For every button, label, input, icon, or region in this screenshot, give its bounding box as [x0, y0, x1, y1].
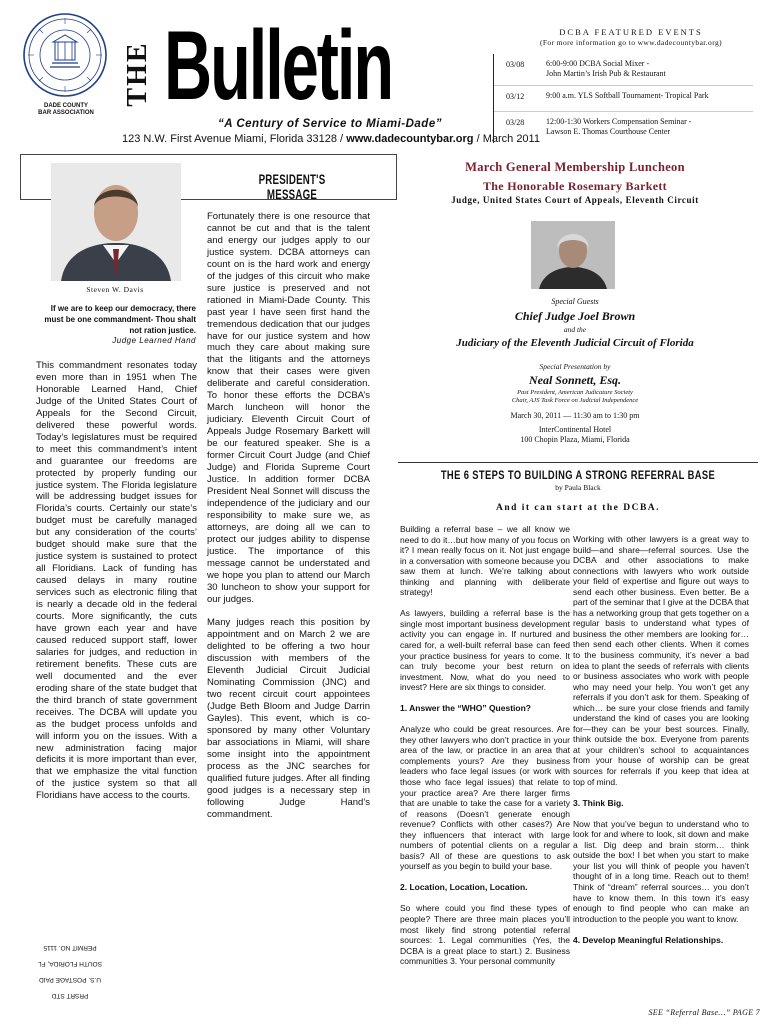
luncheon-title: March General Membership Luncheon: [465, 160, 685, 174]
events-note: (For more information go to www.dadecountybar.org): [539, 38, 723, 47]
event-item: 03/12 9:00 a.m. YLS Softball Tournament- Tropical Park: [494, 86, 753, 112]
president-column-1: [36, 360, 197, 814]
paragraph: Fortunately there is one resource that cannot be cut and that is the talent and energy our judges apply to our justice system. DCBA attorneys can count on is the hard work and energy of the judges of this circuit who make sure justice is preserved and not rationed in Miami-Dade County. This past year I have seen first hand the tremendous dedication that our judges have for our justice system and how much they care about making sure that the litigants and the attorneys know that their cases were given deliberate and careful consideration. To honor these efforts the DCBA’s March luncheon will honor the judiciary. Eleventh Circuit Court of Appeals Judge Rosemary Barkett will be our featured speaker. She is a former Circuit Court Judge (and Chief Judge) and Florida Supreme Court Justice. In addition former DCBA President Neal Sonnet will discuss the independence of the judiciary and our responsibility to make sure we, as attorneys, are doing all we can to protect our judges ability to dispense justice. The importance of this message cannot be understated and we hope you plan to attend our March 30 luncheon to show your support for our judges.: [207, 211, 370, 605]
luncheon-venue-address: 100 Chopin Plaza, Miami, Florida: [520, 435, 630, 444]
presenter-name: Neal Sonnett, Esq.: [528, 373, 621, 387]
masthead-title: Bulletin: [164, 10, 393, 120]
event-item: 03/08 6:00-9:00 DCBA Social Mixer - John Martin’s Irish Pub & Restaurant: [494, 54, 753, 86]
website-link[interactable]: www.dadecountybar.org: [346, 133, 474, 145]
presenter-title: Past President, American Judicature Society: [517, 389, 633, 396]
event-date: 03/12: [506, 92, 525, 101]
event-item: 03/28 12:00-1:30 Workers Compensation Seminar - Lawson E. Thomas Courthouse Center: [506, 117, 692, 136]
presidents-message-title: PRESIDENT'S MESSAGE: [258, 172, 326, 202]
paragraph: Now that you’ve begun to understand who to look for and where to look, sit down and make a list. Dig deep and brain storm… think outside the box! I bet when you start to make your list you will think of people you haven’t thought of in a long time. Reach out to them! Think of “dream” referral sources… you don’t have to know them. In this town it’s easy enough to find people who can make an introduction to the people you want to know.: [573, 818, 749, 924]
referral-kicker: And it can start at the DCBA.: [495, 503, 661, 513]
luncheon-time: March 30, 2011 — 11:30 am to 1:30 pm: [510, 411, 640, 420]
section-heading: 3. Think Big.: [573, 797, 624, 808]
referral-column-2: [573, 534, 749, 956]
referral-column-1: [400, 524, 570, 977]
paragraph: Building a referral base – we all know we need to do it…but how many of you focus on it? I mean really focus on it. Not just engage in a conversation with someone because you saw them at lunch. We’re talking about thinking and planning with deliberate strategy!: [400, 524, 570, 598]
paragraph: Analyze who could be great resources. Are they other lawyers who don’t practice in your area of the law, or practice in an area that complements yours? Are they business leaders who face legal issues (or work with those who face legal issues) that relate to your practice area? Are there larger firms that are unable to take the case for a variety of reasons (Doesn’t generate enough revenue? Conflicts with other cases?) Are they influencers that interact with large numbers of potential clients on a regular basis? All of these are questions to ask yourself as you begin to build your base.: [400, 724, 570, 872]
pull-quote-attribution: Judge Learned Hand: [112, 336, 196, 345]
bar-association-seal: [22, 12, 108, 98]
president-photo: [51, 163, 181, 281]
permit-line: U.S. POSTAGE PAID: [39, 976, 101, 983]
permit-line: PERMIT NO. 1115: [43, 944, 97, 951]
luncheon-venue: InterContinental Hotel: [538, 425, 612, 434]
paragraph: So where could you find these types of people? There are three main places you’ll most likely find strong potential referral sources: 1. Legal communities (Yes, the DCBA is a great place to start.) 2. Business communities 3. Your personal community: [400, 903, 570, 967]
postage-permit: [30, 940, 110, 1014]
masthead-the: THE: [122, 41, 153, 107]
event-date: 03/08: [506, 60, 525, 69]
special-guest-name: Chief Judge Joel Brown: [514, 309, 636, 323]
luncheon-speaker: The Honorable Rosemary Barkett: [483, 179, 667, 193]
seal-caption: DADE COUNTY BAR ASSOCIATION: [38, 103, 94, 116]
paragraph: As lawyers, building a referral base is the single most important business development activity you can engage in. If nurtured and cared for, a well-built referral base can feed your practice business for years to come. It can truly become your best return on investment. Now, what do you need to invest? Here are six things to consider.: [400, 608, 570, 693]
section-heading: 4. Develop Meaningful Relationships.: [573, 934, 724, 945]
president-name: Steven W. Davis: [86, 285, 144, 294]
judiciary-name: Judiciary of the Eleventh Judicial Circuit of Florida: [456, 337, 694, 349]
president-column-2: [207, 211, 370, 833]
presenter-title: Chair, AJS Task Force on Judicial Independence: [511, 397, 639, 404]
referral-byline: by Paula Black: [555, 483, 601, 492]
events-title: DCBA FEATURED EVENTS: [559, 27, 703, 37]
paragraph: This commandment resonates today even more than in 1951 when The Honorable Learned Hand, Chief Judge of the United States Court of Appeals for the Second Circuit, delivered these powerful words. Today’s legislatures must be required to meet this commandment’s intent and guarantee our freedoms are protected by properly funding our justice system. The Florida legislature will be addressing budget issues for Florida’s courts. Certainly our state’s budget must be carefully managed but any consideration of the courts’ budget should make sure that the justice system is sustained to protect all Floridians. Lack of funding has caused delays in many routine services such as electronic filing that is nearly a decade old in the federal courts. More significantly, the cuts have grown each year and have caused reduced support staff, lower salaries for judges, and reduction in retirement benefits. These cuts are well documented and the ever eroding share of the state budget that the third branch of state government receives. The DCBA will update you as the budget process unfolds and will inform you on the issues. With a new administration facing major deficits it is more important than ever, that we emphasize the vital function of the justice system so that all Floridians have access to the courts.: [36, 360, 197, 802]
paragraph: Working with other lawyers is a great way to build—and share—referral sources. Use the DCBA and other associations to make connections with lawyers who work outside your field of expertise and figure out ways to send each other business. Even better. Be a part of the seminar that I give at the DCBA that has a networking group that gets together on a regular basis to understand what types of business the other members are looking for…then send each other clients. When it comes to the business community, it’s never a bad idea to plant the seeds of referrals with clients or business associates who work with people who may need your help. You won’t get any referrals if you don’t ask for them. Speaking of which… be sure your close friends and family understand the kind of cases you are looking for—they can be your best sources. Finally, think outside the box. Everyone from parents at your children’s school to acquaintances from your house of worship can be great sources for referrals if you keep that idea at top of mind.: [573, 534, 749, 787]
and-the-label: and the: [563, 325, 587, 334]
event-date: 03/28: [506, 118, 525, 127]
luncheon-speaker-court: Judge, United States Court of Appeals, Eleventh Circuit: [451, 195, 699, 205]
special-guests-label: Special Guests: [551, 297, 599, 306]
permit-line: SOUTH FLORIDA, FL: [38, 960, 102, 967]
address-line: 123 N.W. First Avenue Miami, Florida 33128 / www.dadecountybar.org / March 2011: [122, 133, 540, 145]
paragraph: Many judges reach this position by appointment and on March 2 we are delighted to be offering a two hour discussion with members of the Eleventh Judicial Circuit Judicial Nominating Commission (JNC) and two recent circuit court appointees (Judge Beth Bloom and Judge Darrin Gayles). This event, which is co-sponsored by many other Voluntary bar associations in Miami, will share some insight into the appointment process as the JNC searches for qualified future judges. After all finding good judges is a necessary step in following Judge Hand’s commandment.: [207, 617, 370, 820]
section-heading: 2. Location, Location, Location.: [400, 882, 528, 893]
events-list: [493, 54, 753, 143]
section-heading: 1. Answer the “WHO” Question?: [400, 703, 531, 714]
pull-quote: If we are to keep our democracy, there must be one commandment- Thou shalt not ration justice.: [44, 304, 196, 335]
speaker-photo: [531, 221, 615, 289]
special-presentation-label: Special Presentation by: [539, 362, 611, 371]
referral-article-title: THE 6 STEPS TO BUILDING A STRONG REFERRAL BASE: [440, 468, 716, 482]
continued-on-page: SEE “Referral Base…” PAGE 7: [648, 1008, 760, 1017]
tagline: “A Century of Service to Miami-Dade”: [218, 118, 442, 130]
permit-line: PRSRT STD: [51, 992, 89, 999]
